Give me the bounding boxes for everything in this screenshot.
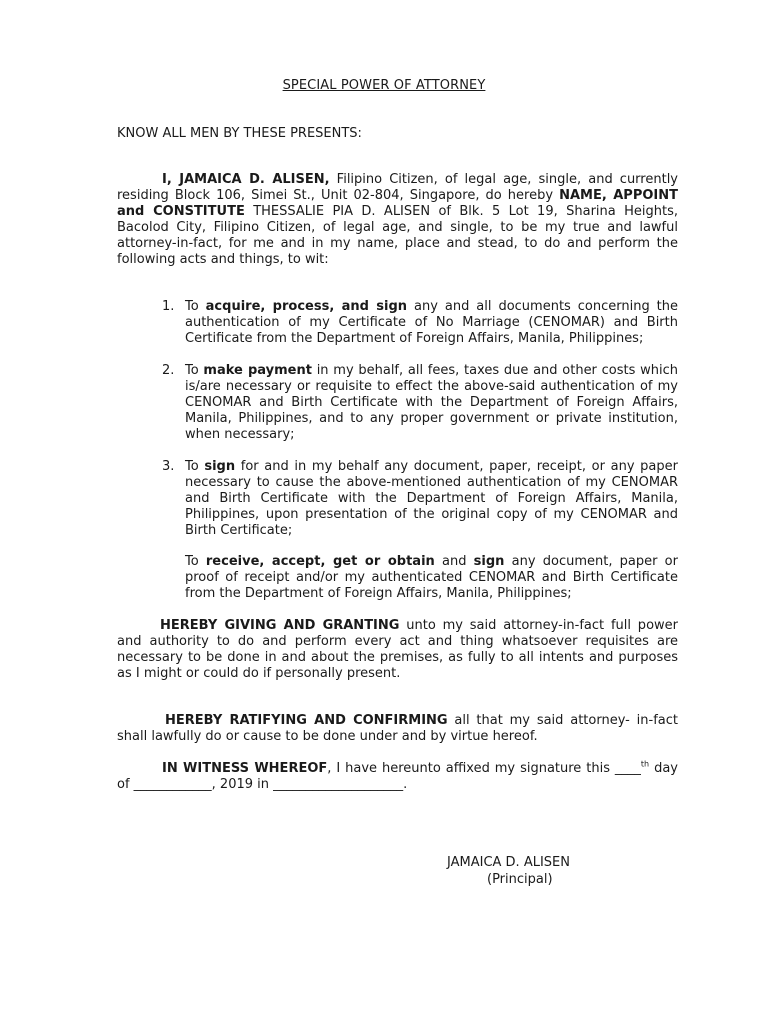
list-item bbox=[162, 459, 678, 539]
list-item bbox=[162, 363, 678, 443]
ratifying-phrase: HEREBY RATIFYING AND CONFIRMING bbox=[165, 713, 448, 728]
item-text: To acquire, process, and sign any and all documents concerning the authentication of my Certificate of No Marriage (CENOMAR) and Birth Certificate from the Department of Foreign Affairs, Manila, Philippines; bbox=[185, 299, 679, 346]
ratifying-text: all that my said attorney- in-fact shall lawfully do or cause to be done under and by virtue hereof. bbox=[117, 713, 679, 744]
list-item bbox=[162, 299, 678, 347]
principal-name: I, JAMAICA D. ALISEN, bbox=[162, 172, 330, 187]
ratifying-paragraph bbox=[117, 713, 678, 745]
intro-text-a: Filipino Citizen, of legal age, single, and currently residing Block 106, Simei St., Unit 02-804, Singapore, do hereby bbox=[117, 172, 678, 203]
document-title: SPECIAL POWER OF ATTORNEY bbox=[282, 78, 486, 93]
granting-paragraph bbox=[117, 618, 678, 682]
receive-text: To receive, accept, get or obtain and sign any document, paper or proof of receipt and/or my authenticated CENOMAR and Birth Certificate from the Department of Foreign Affairs, Manila, Philippines; bbox=[185, 554, 678, 601]
witness-phrase: IN WITNESS WHEREOF bbox=[162, 761, 328, 776]
receive-clause bbox=[162, 554, 678, 602]
witness-paragraph bbox=[117, 761, 678, 793]
appoint-phrase: NAME, APPOINT and CONSTITUTE bbox=[117, 188, 678, 219]
opening-line: KNOW ALL MEN BY THESE PRESENTS: bbox=[117, 126, 362, 141]
item-number: 3. bbox=[162, 459, 175, 474]
item-text: To sign for and in my behalf any document, paper, receipt, or any paper necessary to cause the above-mentioned authentication of my CENOMAR and Birth Certificate with the Department of Foreign Affairs, Manila, Philippines, upon presentation of the original copy of my CENOMAR and Birth Certificate; bbox=[185, 459, 678, 538]
witness-text-a: , I have hereunto affixed my signature this ____ bbox=[327, 761, 641, 776]
intro-paragraph bbox=[117, 172, 678, 268]
signatory-name: JAMAICA D. ALISEN bbox=[447, 855, 570, 870]
intro-text-b: THESSALIE PIA D. ALISEN of Blk. 5 Lot 19, Sharina Heights, Bacolod City, Filipino Citizen, of legal age, and single, to be my true and lawful attorney-in-fact, for me and in my name, place and stead, to do and perform the following acts and things, to wit: bbox=[117, 204, 678, 267]
item-number: 2. bbox=[162, 363, 175, 378]
granting-text: unto my said attorney-in-fact full power and authority to do and perform every act and thing whatsoever requisites are necessary to be done in and about the premises, as fully to all intents and purposes as I might or could do if personally present. bbox=[117, 618, 678, 681]
signatory-role: (Principal) bbox=[487, 872, 553, 887]
item-text: To make payment in my behalf, all fees, taxes due and other costs which is/are necessary or requisite to effect the above-said authentication of my CENOMAR and Birth Certificate with the Department of Foreign Affairs, Manila, Philippines, and to any proper government or private institution, when necessary; bbox=[185, 363, 678, 442]
witness-text-b: day of ____________, 2019 in ____________________. bbox=[117, 761, 678, 792]
granting-phrase: HEREBY GIVING AND GRANTING bbox=[160, 618, 400, 633]
ordinal-suffix: th bbox=[640, 759, 650, 769]
item-number: 1. bbox=[162, 299, 175, 314]
